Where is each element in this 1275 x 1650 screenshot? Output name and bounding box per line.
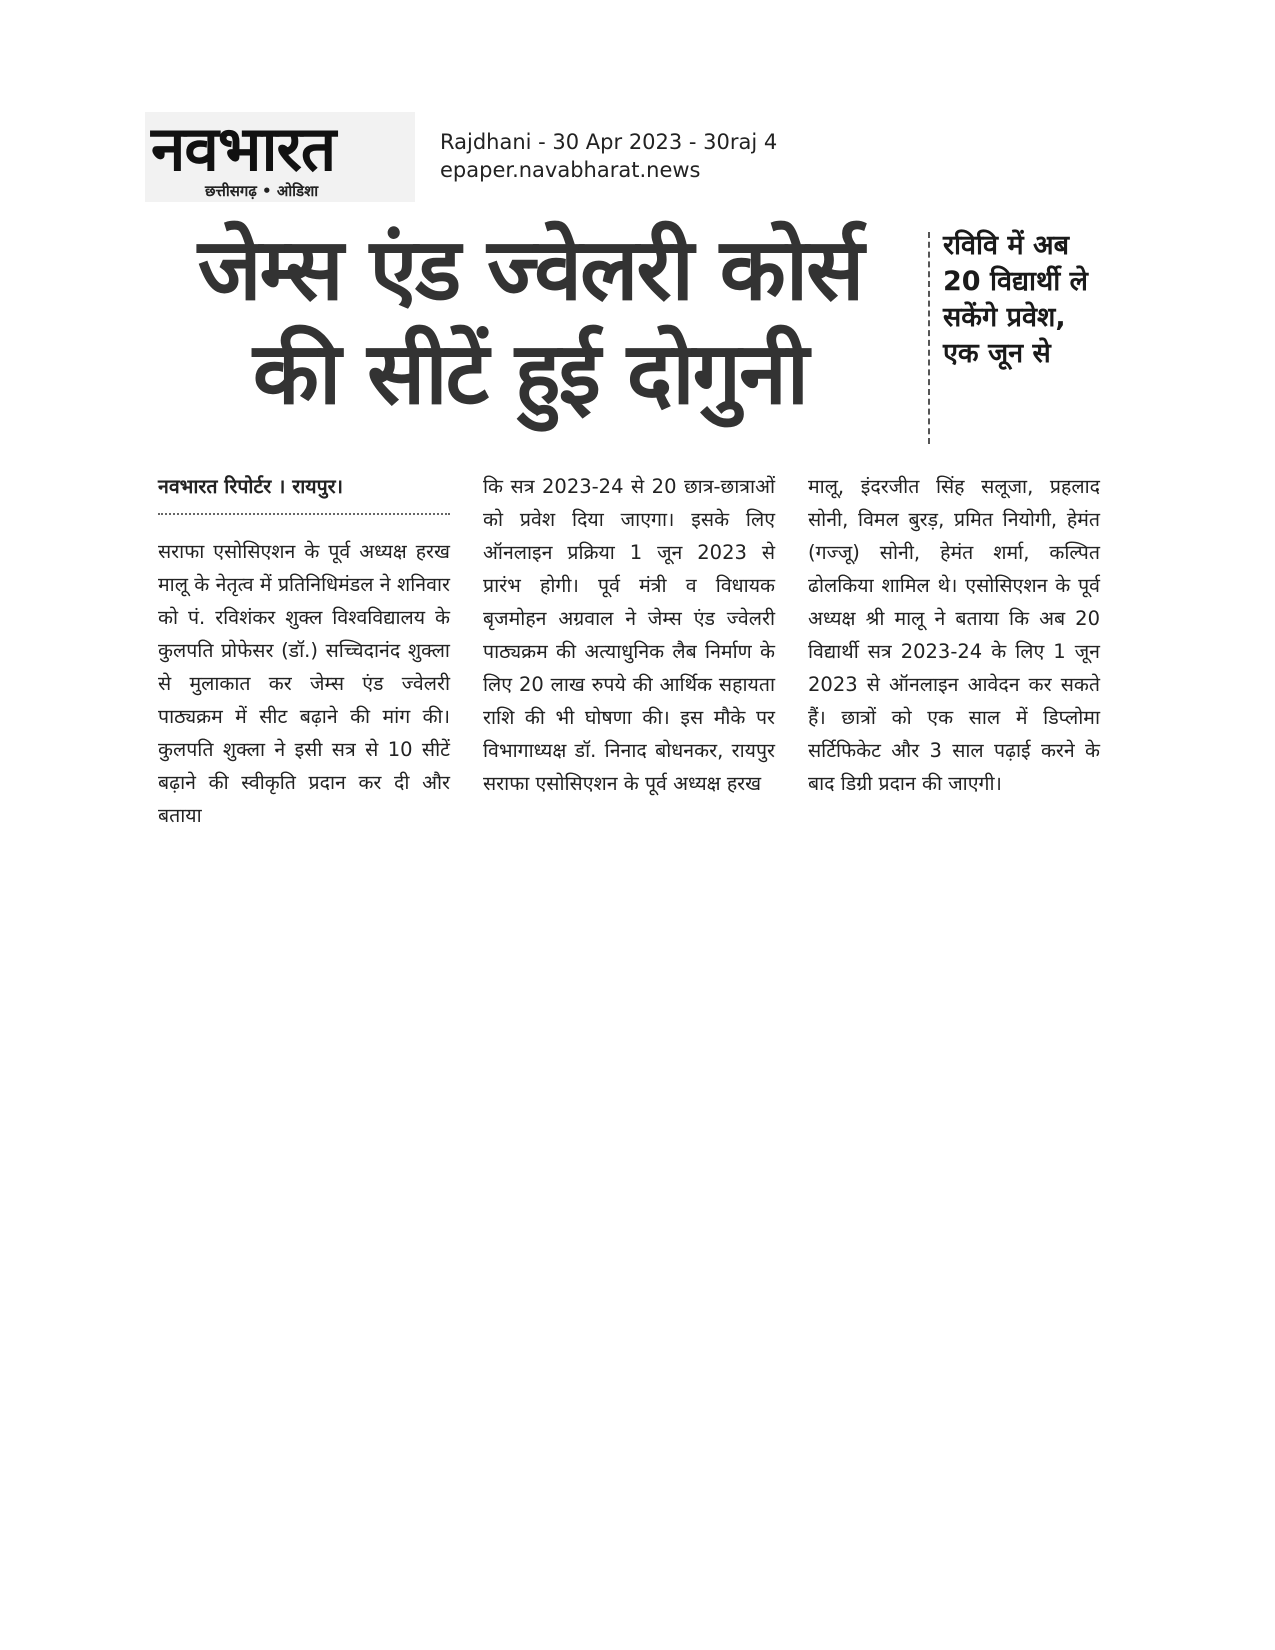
epaper-url: epaper.navabharat.news (440, 158, 701, 182)
article-column-2 (483, 470, 775, 800)
article-headline (150, 218, 910, 426)
column-2-text: कि सत्र 2023-24 से 20 छात्र-छात्राओं को प्रवेश दिया जाएगा। इसके लिए ऑनलाइन प्रक्रिया 1 जून 2023 से प्रारंभ होगी। पूर्व मंत्री व विधायक बृजमोहन अग्रवाल ने जेम्स एंड ज्वेलरी पाठ्यक्रम की अत्याधुनिक लैब निर्माण के लिए 20 लाख रुपये की आर्थिक सहायता राशि की भी घोषणा की। इस मौके पर विभागाध्यक्ष डॉ. निनाद बोधनकर, रायपुर सराफा एसोसिएशन के पूर्व अध्यक्ष हरख (483, 475, 775, 795)
headline-divider (928, 232, 930, 444)
newspaper-masthead (145, 112, 415, 202)
article-column-1 (158, 470, 450, 832)
article-byline: नवभारत रिपोर्टर । रायपुर। (158, 470, 450, 515)
edition-info (440, 128, 777, 184)
headline-line-1: जेम्स एंड ज्वेलरी कोर्स (197, 220, 863, 320)
logo-regions: छत्तीसगढ़ • ओडिशा (205, 182, 319, 200)
edition-date-line: Rajdhani - 30 Apr 2023 - 30raj 4 (440, 130, 778, 154)
newspaper-logo: नवभारत (151, 112, 336, 185)
article-subhead: रविवि में अब 20 विद्यार्थी ले सकेंगे प्रवेश, एक जून से (943, 230, 1088, 369)
column-1-text: सराफा एसोसिएशन के पूर्व अध्यक्ष हरख मालू के नेतृत्व में प्रतिनिधिमंडल ने शनिवार को पं. रविशंकर शुक्ल विश्वविद्यालय के कुलपति प्रोफेसर (डॉ.) सच्चिदानंद शुक्ला से मुलाकात कर जेम्स एंड ज्वेलरी पाठ्यक्रम में सीट बढ़ाने की मांग की। कुलपति शुक्ला ने इसी सत्र से 10 सीटें बढ़ाने की स्वीकृति प्रदान कर दी और बताया (158, 540, 450, 827)
column-3-text: मालू, इंदरजीत सिंह सलूजा, प्रहलाद सोनी, विमल बुरड़, प्रमित नियोगी, हेमंत (गज्जू) सोनी, हेमंत शर्मा, कल्पित ढोलकिया शामिल थे। एसोसिएशन के पूर्व अध्यक्ष श्री मालू ने बताया कि अब 20 विद्यार्थी सत्र 2023-24 के लिए 1 जून 2023 से ऑनलाइन आवेदन कर सकते हैं। छात्रों को एक साल में डिप्लोमा सर्टिफिकेट और 3 साल पढ़ाई करने के बाद डिग्री प्रदान की जाएगी। (808, 475, 1100, 795)
article-column-3 (808, 470, 1100, 800)
headline-line-2: की सीटें हुई दोगुनी (252, 324, 808, 424)
